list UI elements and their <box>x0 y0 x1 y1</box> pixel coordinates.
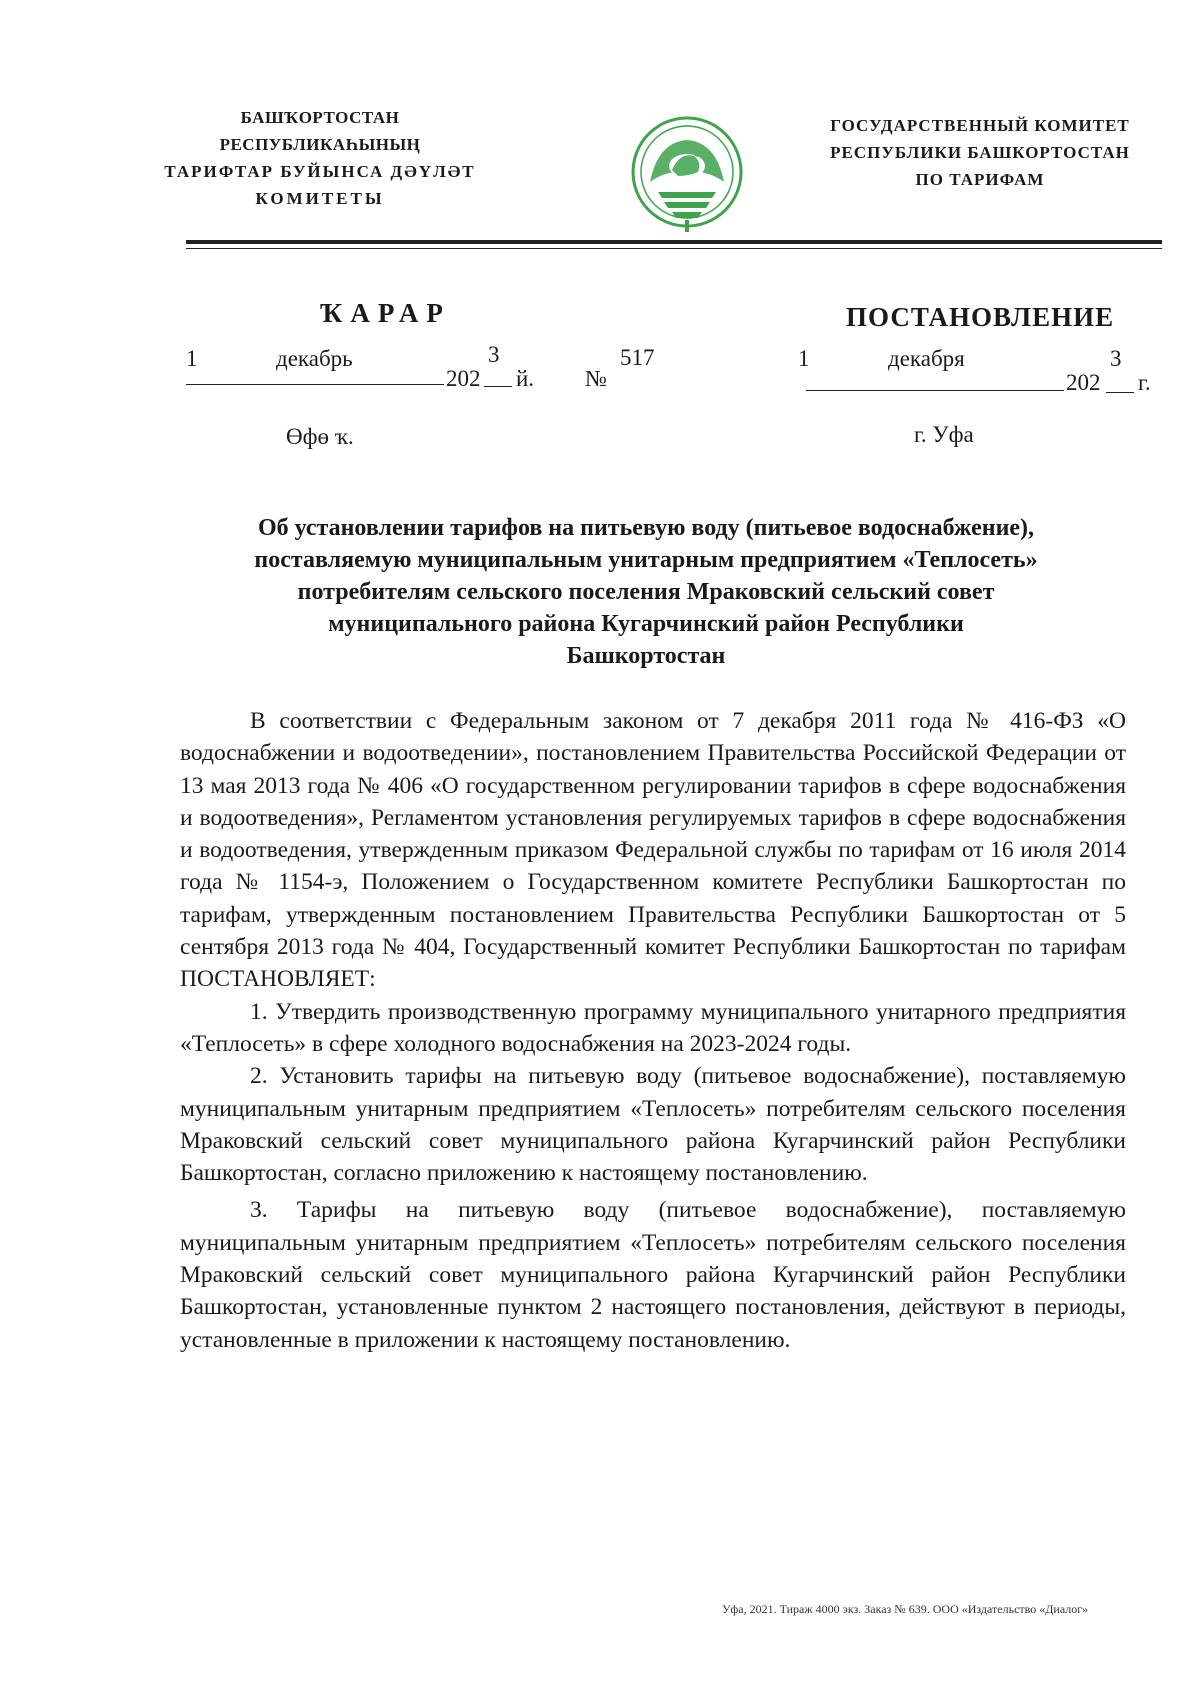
title-line-4: муниципального района Кугарчинский район Республики <box>328 611 964 637</box>
left-year-prefix: 202 <box>446 366 481 391</box>
title-line-5: Башкортостан <box>566 643 726 669</box>
number-sign: № <box>585 366 607 391</box>
document-title <box>186 512 1106 672</box>
right-date-underline <box>806 390 1064 391</box>
right-year-underline <box>1106 392 1134 393</box>
header-divider-thick <box>186 240 1162 244</box>
left-year-suffix: й. <box>516 366 535 391</box>
header-left-bashkir <box>150 104 490 212</box>
karar-heading: ҠАРАР <box>320 298 451 328</box>
paragraph-1: 1. Утвердить производственную программу муниципального унитарного предприятия «Теплосеть» в сфере холодного водоснабжения на 2023-2024 годы. <box>180 998 1126 1057</box>
right-year-digit: 3 <box>1110 346 1122 371</box>
header-right-russian <box>790 112 1170 193</box>
right-date-day: 1 <box>798 346 810 371</box>
document-number: 517 <box>620 345 655 370</box>
bashkortostan-coat-of-arms-icon <box>628 112 746 238</box>
header-right-line2: РЕСПУБЛИКИ БАШКОРТОСТАН <box>830 143 1130 162</box>
header-right-line1: ГОСУДАРСТВЕННЫЙ КОМИТЕТ <box>830 116 1130 135</box>
header-divider-thin <box>186 248 1162 249</box>
left-year-digit: 3 <box>488 342 500 367</box>
postanovlenie-heading: ПОСТАНОВЛЕНИЕ <box>846 302 1115 332</box>
paragraph-2: 2. Установить тарифы на питьевую воду (питьевое водоснабжение), поставляемую муниципальным унитарным предприятием «Теплосеть» потребителям сельского поселения Мраковский сельский совет муниципального района Кугарчинский район Республики Башкортостан, согласно приложению к настоящему постановлению. <box>180 1063 1126 1187</box>
left-year-underline <box>484 386 512 387</box>
city-left: Өфө ҡ. <box>286 424 354 449</box>
title-line-3: потребителям сельского поселения Мраковский сельский совет <box>297 579 995 605</box>
title-line-1: Об установлении тарифов на питьевую воду (питьевое водоснабжение), <box>257 515 1035 541</box>
left-date-underline <box>186 384 444 385</box>
header-right-line3: ПО ТАРИФАМ <box>915 170 1045 189</box>
printer-imprint: Уфа, 2021. Тираж 4000 экз. Заказ № 639. ООО «Издательство «Диалог» <box>722 1602 1089 1616</box>
paragraph-3: 3. Тарифы на питьевую воду (питьевое водоснабжение), поставляемую муниципальным унитарным предприятием «Теплосеть» потребителям сельского поселения Мраковский сельский совет муниципального района Кугарчинский район Республики Башкортостан, установленные пунктом 2 настоящего постановления, действуют в периоды, установленные в приложении к настоящему постановлению. <box>180 1197 1126 1353</box>
left-date-day: 1 <box>186 346 198 371</box>
title-line-2: поставляемую муниципальным унитарным предприятием «Теплосеть» <box>254 547 1038 573</box>
right-year-prefix: 202 <box>1066 370 1101 395</box>
header-left-line1: БАШҠОРТОСТАН РЕСПУБЛИКАҺЫНЫҢ <box>219 108 421 154</box>
right-year-suffix: г. <box>1138 370 1151 395</box>
paragraph-preamble: В соответствии с Федеральным законом от 7 декабря 2011 года № 416-ФЗ «О водоснабжении и водоотведении», постановлением Правительства Российской Федерации от 13 мая 2013 года № 406 «О государственном регулировании тарифов в сфере водоснабжения и водоотведения», Регламентом установления регулируемых тарифов в сфере водоснабжения и водоотведения, утвержденным приказом Федеральной службы по тарифам от 16 июля 2014 года № 1154-э, Положением о Государственном комитете Республики Башкортостан по тарифам, утвержденным постановлением Правительства Республики Башкортостан от 5 сентября 2013 года № 404, Государственный комитет Республики Башкортостан по тарифам ПОСТАНОВЛЯЕТ: <box>180 708 1126 993</box>
document-body <box>180 705 1126 1356</box>
header-left-line2: ТАРИФТАР БУЙЫНСА ДӘҮЛӘТ <box>164 162 476 181</box>
right-date-month: декабря <box>888 346 965 371</box>
city-right: г. Уфа <box>914 422 974 447</box>
header-left-line3: КОМИТЕТЫ <box>255 189 385 208</box>
left-date-month: декабрь <box>276 346 353 371</box>
